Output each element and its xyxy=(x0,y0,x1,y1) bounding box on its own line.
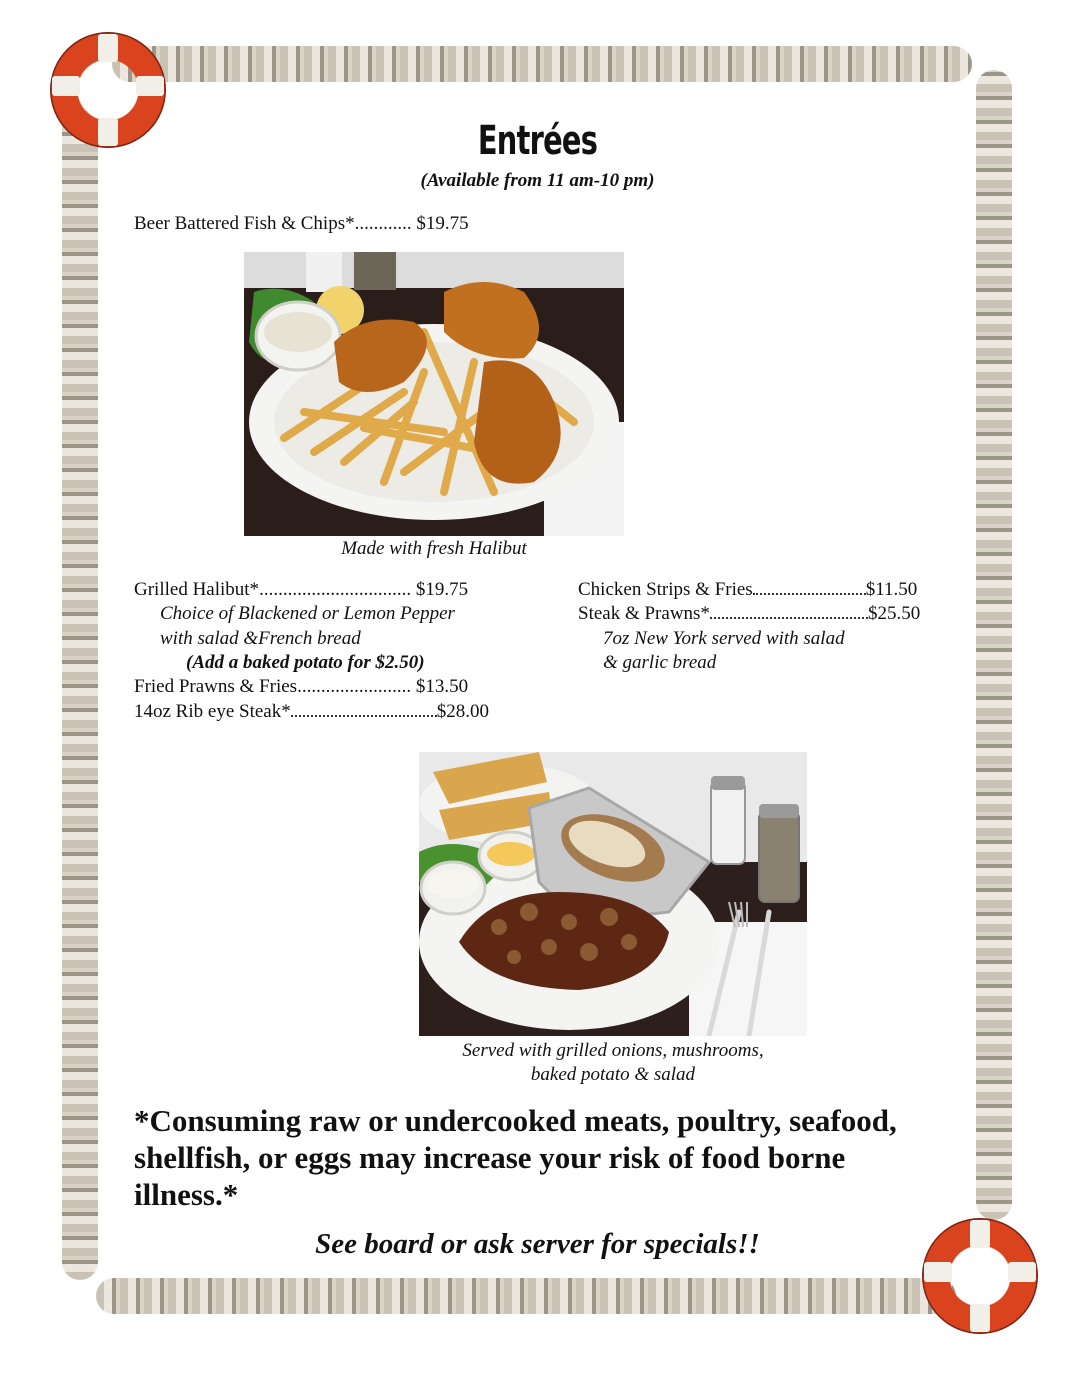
rope-border-left xyxy=(62,110,98,1280)
availability-note: (Available from 11 am-10 pm) xyxy=(420,170,655,191)
halibut-description: Choice of Blackened or Lemon Pepper xyxy=(160,603,455,624)
item-name: 14oz Rib eye Steak* xyxy=(134,701,291,722)
item-name: Chicken Strips & Fries xyxy=(578,579,753,600)
item-leader: ........................ xyxy=(297,676,412,697)
item-name: Steak & Prawns* xyxy=(578,603,710,624)
item-name: Grilled Halibut* xyxy=(134,579,260,600)
item-price: $13.50 xyxy=(415,676,469,697)
item-price: $28.00 xyxy=(436,701,489,722)
item-price: $11.50 xyxy=(865,579,918,600)
item-leader: ............ xyxy=(354,213,412,234)
item-price: $19.75 xyxy=(415,579,469,600)
menu-item-ribeye xyxy=(134,701,489,723)
rope-border-right xyxy=(976,70,1012,1220)
menu-item-grilled-halibut xyxy=(134,579,468,601)
photo1-caption: Made with fresh Halibut xyxy=(341,538,527,559)
steak-prawns-description-2: & garlic bread xyxy=(603,652,717,673)
food-safety-warning: *Consuming raw or undercooked meats, poultry, seafood, shellfish, or eggs may increase your risk of food borne illness.* xyxy=(134,1103,897,1212)
photo2-caption-line-2: baked potato & salad xyxy=(530,1064,696,1085)
photo2-caption xyxy=(419,1039,807,1087)
life-ring-icon xyxy=(50,32,166,148)
halibut-description-2: with salad &French bread xyxy=(160,628,361,649)
rope-border-top xyxy=(112,46,972,82)
fish-chips-photo xyxy=(244,252,624,536)
photo2-caption-line-1: Served with grilled onions, mushrooms, xyxy=(462,1040,764,1061)
page-title: Entrées xyxy=(477,118,598,164)
specials-note: See board or ask server for specials!! xyxy=(315,1228,760,1260)
menu-item-steak-prawns xyxy=(578,603,920,625)
steak-prawns-description: 7oz New York served with salad xyxy=(603,628,845,649)
menu-item-fried-prawns xyxy=(134,676,468,698)
rope-border-bottom xyxy=(96,1278,956,1314)
ribeye-steak-photo xyxy=(419,752,807,1036)
item-name: Fried Prawns & Fries xyxy=(134,676,298,697)
item-leader: ................................ xyxy=(259,579,412,600)
menu-item-chicken-strips xyxy=(578,579,917,601)
item-price: $25.50 xyxy=(867,603,921,624)
halibut-addon: (Add a baked potato for $2.50) xyxy=(186,652,425,673)
item-leader xyxy=(753,581,866,595)
item-leader xyxy=(710,605,868,619)
item-leader xyxy=(291,703,437,717)
item-price: $19.75 xyxy=(416,213,469,234)
item-name: Beer Battered Fish & Chips* xyxy=(134,213,355,234)
menu-item-fish-chips xyxy=(134,213,469,235)
